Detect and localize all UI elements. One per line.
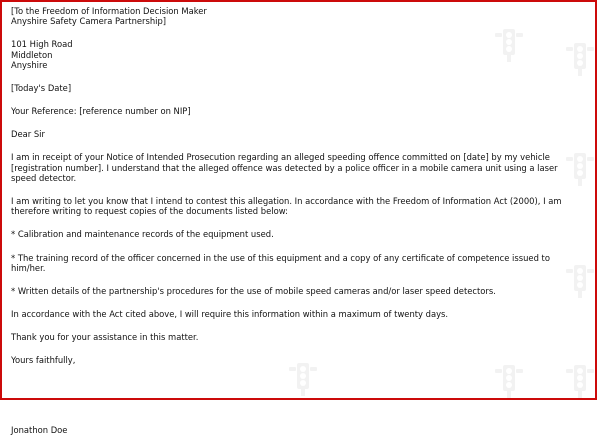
signature-name: Jonathon Doe bbox=[11, 424, 68, 435]
request-item-calibration: * Calibration and maintenance records of the equipment used. bbox=[11, 229, 274, 240]
reference-line: Your Reference: [reference number on NIP] bbox=[11, 106, 191, 117]
salutation: Dear Sir bbox=[11, 129, 45, 140]
request-paragraph: I am writing to let you know that I intend to contest this allegation. In accordance with the Freedom of Information Act (2000), I am therefore writing to request copies of the documents listed below: bbox=[11, 196, 562, 217]
date-line: [Today's Date] bbox=[11, 83, 72, 94]
request-item-training: * The training record of the officer concerned in the use of this equipment and a copy of any certificate of competence issued to him/her. bbox=[11, 252, 550, 273]
thanks-line: Thank you for your assistance in this matter. bbox=[11, 332, 199, 343]
intro-paragraph: I am in receipt of your Notice of Intended Prosecution regarding an alleged speeding offence committed on [date] by my vehicle [registration number]. I understand that the alleged offence was detected by a police officer in a mobile camera unit using a laser speed detector. bbox=[11, 152, 558, 183]
address-block: 101 High Road Middleton Anyshire bbox=[11, 39, 73, 70]
letter-body bbox=[11, 6, 591, 435]
closing-line: Yours faithfully, bbox=[11, 355, 76, 366]
deadline-paragraph: In accordance with the Act cited above, I will require this information within a maximum of twenty days. bbox=[11, 309, 449, 320]
recipient-block: [To the Freedom of Information Decision Maker Anyshire Safety Camera Partnership] bbox=[11, 6, 207, 27]
request-item-procedures: * Written details of the partnership's procedures for the use of mobile speed cameras and/or laser speed detectors. bbox=[11, 285, 496, 296]
